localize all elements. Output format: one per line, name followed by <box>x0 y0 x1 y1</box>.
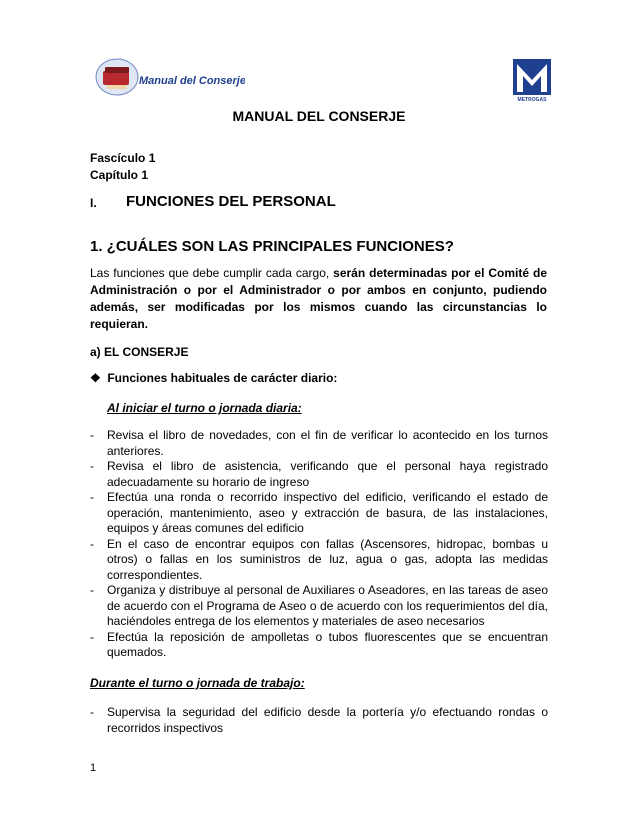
start-shift-list <box>90 428 548 661</box>
intro-bold: serán determinadas por el Comité de Administración o por el Administrador o por ambos en conjunto, pudiendo además, ser modificadas por los mismos cuando las circunstancias lo requieran. <box>90 266 547 331</box>
role-heading: a) EL CONSERJE <box>90 345 189 359</box>
metrogas-logo <box>512 58 552 106</box>
daily-functions-label: Funciones habituales de carácter diario: <box>107 371 338 385</box>
logo-left-text: Manual del Conserje <box>139 75 245 87</box>
capitulo-label: Capítulo 1 <box>90 168 149 182</box>
fasciculo-label: Fascículo 1 <box>90 151 156 165</box>
document-title: MANUAL DEL CONSERJE <box>232 108 406 124</box>
list-item: - Efectúa la reposición de ampolletas o tubos fluorescentes que se encuentran quemados. <box>90 629 548 659</box>
question-title: 1. ¿CUÁLES SON LAS PRINCIPALES FUNCIONES? <box>90 238 454 255</box>
page-number: 1 <box>90 762 97 774</box>
list-item: - Organiza y distribuye al personal de Auxiliares o Aseadores, en las tareas de aseo de acuerdo con el Programa de Aseo o de acuerdo con los requerimientos del día, haciéndoles entrega de los elementos y materiales de aseo necesarios <box>90 583 548 628</box>
diamond-bullet-icon: ❖ <box>90 371 101 385</box>
start-shift-heading: Al iniciar el turno o jornada diaria: <box>107 401 302 415</box>
section-title: FUNCIONES DEL PERSONAL <box>126 193 336 210</box>
manual-logo <box>95 57 245 99</box>
fasciculo-block <box>90 150 155 184</box>
list-item: - En el caso de encontrar equipos con fallas (Ascensores, hidropac, bombas u otros) o fallas en los suministros de luz, agua o gas, adopta las medidas correspondientes. <box>90 536 548 582</box>
daily-functions-heading <box>90 371 337 385</box>
intro-paragraph <box>90 265 547 333</box>
section-number: I. <box>90 196 97 210</box>
intro-plain: Las funciones que debe cumplir cada cargo, <box>90 266 334 280</box>
logo-right-text: METROGAS <box>517 97 547 103</box>
list-item: - Supervisa la seguridad del edificio desde la portería y/o efectuando rondas o recorridos inspectivos <box>90 705 548 735</box>
during-shift-heading: Durante el turno o jornada de trabajo: <box>90 676 305 690</box>
list-item: - Efectúa una ronda o recorrido inspectivo del edificio, verificando el estado de operación, mantenimiento, aseo y extracción de basura, de las instalaciones, equipos y áreas comunes del edificio <box>90 490 548 535</box>
during-shift-list <box>90 705 548 736</box>
list-item: - Revisa el libro de novedades, con el fin de verificar lo acontecido en los turnos anteriores. <box>90 428 548 458</box>
list-item: - Revisa el libro de asistencia, verificando que el personal haya registrado adecuadamente su horario de ingreso <box>90 459 548 489</box>
